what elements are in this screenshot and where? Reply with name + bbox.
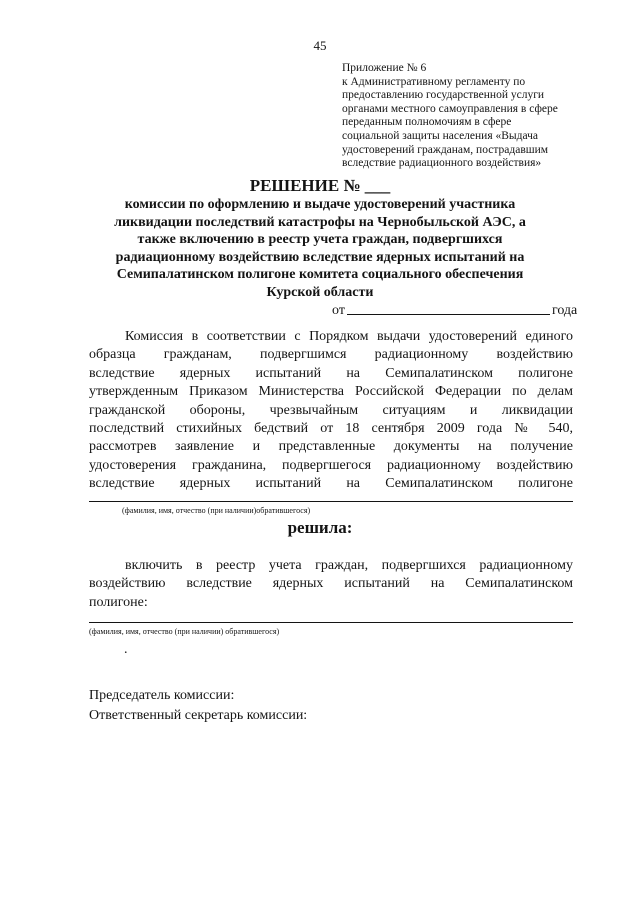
- subtitle-line: Курской области: [266, 284, 374, 300]
- body-line: вследствие ядерных испытаний на Семипалатинском полигоне: [89, 476, 573, 492]
- appendix-line: предоставлению государственной услуги: [342, 89, 545, 102]
- decision-body-paragraph: [89, 328, 573, 494]
- subtitle-line: радиационному воздействию вследствие ядерных испытаний на: [115, 249, 525, 265]
- date-line: [332, 300, 577, 319]
- appendix-line: к Административному регламенту по: [342, 75, 526, 88]
- body-line: Комиссия в соответствии с Порядком выдачи удостоверений единого: [125, 329, 573, 344]
- subtitle-line: ликвидации последствий катастрофы на Чернобыльской АЭС, а: [114, 214, 526, 230]
- date-prefix: от: [332, 303, 345, 318]
- appendix-note: [342, 62, 582, 171]
- decided-heading: решила:: [287, 518, 353, 537]
- decision-resolution-paragraph: [89, 557, 573, 612]
- date-blank-field: [347, 300, 550, 315]
- body-line: утвержденным Приказом Министерства Российской Федерации по делам: [89, 384, 573, 400]
- applicant-name-caption: (фамилия, имя, отчество (при наличии)обратившегося): [122, 506, 311, 515]
- appendix-line: удостоверений гражданам, пострадавшим: [342, 143, 549, 156]
- resolution-line: включить в реестр учета граждан, подвергшихся радиационному: [125, 558, 573, 573]
- applicant-name-line: [89, 501, 573, 502]
- registered-name-caption: (фамилия, имя, отчество (при наличии) обратившегося): [89, 627, 280, 636]
- date-suffix: года: [551, 303, 578, 318]
- resolution-line: воздействию вследствие ядерных испытаний на Семипалатинском: [89, 576, 573, 592]
- appendix-line: органами местного самоуправления в сфере: [342, 102, 558, 115]
- appendix-line: Приложение № 6: [342, 62, 427, 74]
- page-number: 45: [313, 38, 327, 53]
- body-line: образца гражданам, подвергшимся радиационному воздействию: [89, 347, 573, 363]
- body-line: удостоверения гражданина, подвергшегося радиационному воздействию: [89, 457, 573, 473]
- appendix-line: переданным полномочиям в сфере: [342, 116, 512, 129]
- registered-name-line: [89, 622, 573, 623]
- subtitle-line: Семипалатинском полигоне комитета социального обеспечения: [116, 267, 524, 283]
- body-line: вследствие ядерных испытаний на Семипалатинском полигоне: [89, 365, 573, 381]
- document-heading: РЕШЕНИЕ № ___: [249, 176, 391, 195]
- subtitle-line: комиссии по оформлению и выдаче удостоверений участника: [124, 197, 516, 212]
- body-line: последствий стихийных бедствий от 18 сентября 2009 года № 540,: [89, 421, 573, 437]
- body-line: гражданской обороны, чрезвычайным ситуациям и ликвидации: [89, 402, 573, 418]
- document-subtitle: [70, 196, 570, 302]
- appendix-line: социальной защиты населения «Выдача: [342, 129, 539, 142]
- secretary-signature-label: Ответственный секретарь комиссии:: [89, 708, 308, 723]
- resolution-line: полигоне:: [89, 594, 148, 610]
- appendix-line: вследствие радиационного воздействия»: [342, 157, 542, 170]
- body-line: рассмотрев заявление и представленные документы на получение: [89, 439, 573, 455]
- chairman-signature-label: Председатель комиссии:: [89, 688, 235, 703]
- stray-mark: .: [124, 642, 128, 657]
- subtitle-line: также включению в реестр учета граждан, подвергшихся: [137, 232, 503, 248]
